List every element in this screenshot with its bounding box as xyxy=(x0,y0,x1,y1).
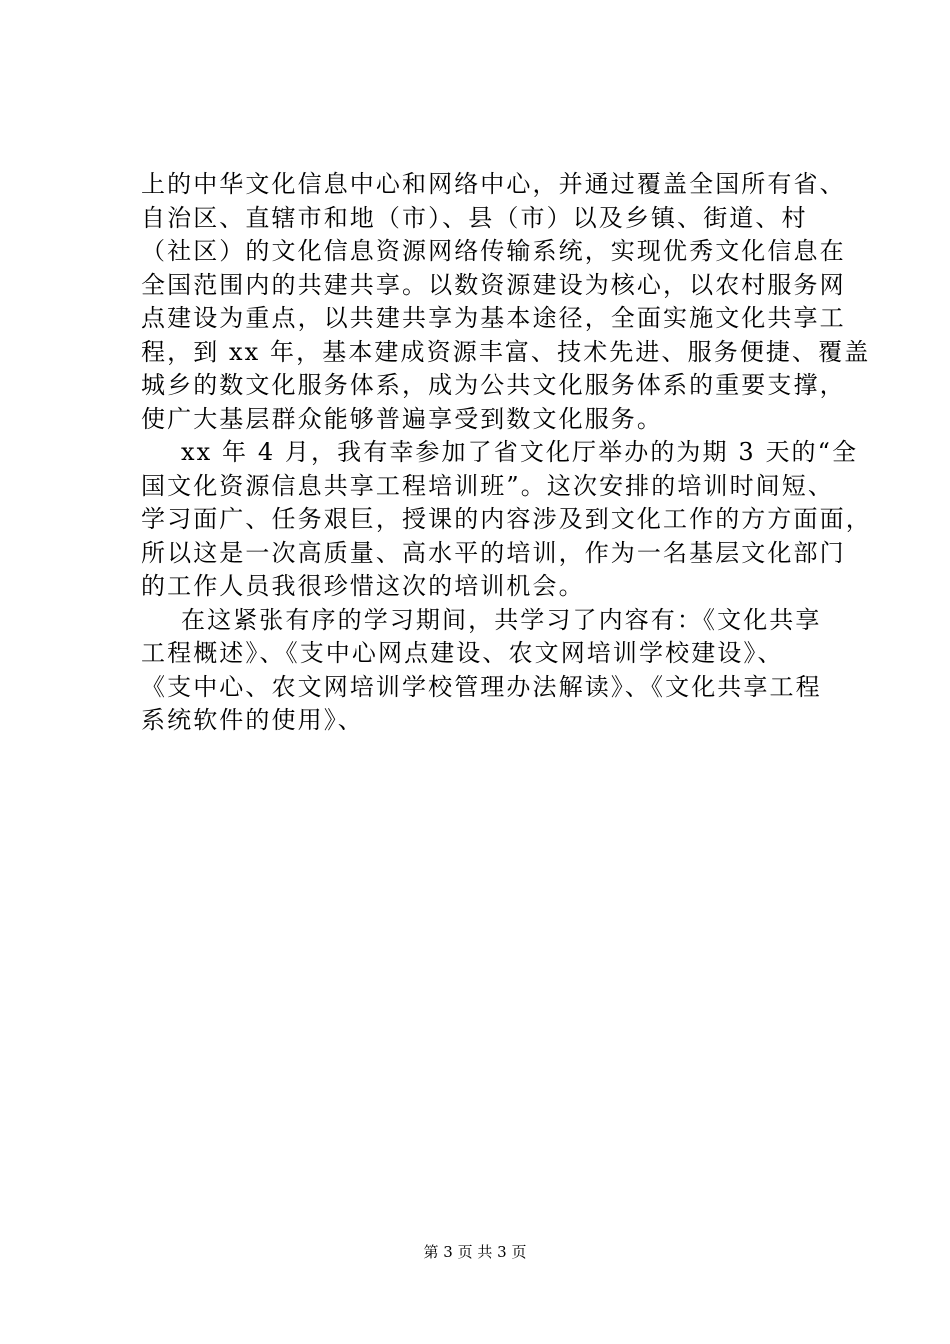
text-line: 在这紧张有序的学习期间，共学习了内容有：《文化共享 xyxy=(181,605,822,634)
text-line: 所以这是一次高质量、高水平的培训，作为一名基层文化部门 xyxy=(141,538,846,567)
text-line: 上的中华文化信息中心和网络中心，并通过覆盖全国所有省、 xyxy=(141,170,846,198)
text-line: 系统软件的使用》、 xyxy=(141,706,364,734)
page-number-footer: 第 3 页 共 3 页 xyxy=(423,1243,527,1261)
text-line: 点建设为重点，以共建共享为基本途径，全面实施文化共享工 xyxy=(141,304,846,332)
text-line: 程，到 xx 年，基本建成资源丰富、技术先进、服务便捷、覆盖 xyxy=(141,337,871,366)
text-line: 《支中心、农文网培训学校管理办法解读》、《文化共享工程 xyxy=(141,672,822,701)
text-line: 全国范围内的共建共享。以数资源建设为核心，以农村服务网 xyxy=(141,270,846,299)
text-line: 工程概述》、《支中心网点建设、农文网培训学校建设》、 xyxy=(141,639,784,667)
paragraph-2 xyxy=(141,436,872,604)
paragraph-1 xyxy=(141,168,871,436)
text-line: xx 年 4 月，我有幸参加了省文化厅举办的为期 3 天的“全 xyxy=(181,438,859,466)
text-line: 的工作人员我很珍惜这次的培训机会。 xyxy=(141,572,585,600)
text-line: 国文化资源信息共享工程培训班”。这次安排的培训时间短、 xyxy=(141,471,834,500)
document-body xyxy=(141,168,872,738)
text-line: （社区）的文化信息资源网络传输系统，实现优秀文化信息在 xyxy=(141,237,846,265)
text-line: 学习面广、任务艰巨，授课的内容涉及到文化工作的方方面面， xyxy=(141,505,872,533)
text-line: 自治区、直辖市和地（市）、县（市）以及乡镇、街道、村 xyxy=(141,203,808,232)
paragraph-3 xyxy=(141,604,831,738)
text-line: 城乡的数文化服务体系，成为公共文化服务体系的重要支撑， xyxy=(141,371,846,399)
text-line: 使广大基层群众能够普遍享受到数文化服务。 xyxy=(141,404,663,433)
